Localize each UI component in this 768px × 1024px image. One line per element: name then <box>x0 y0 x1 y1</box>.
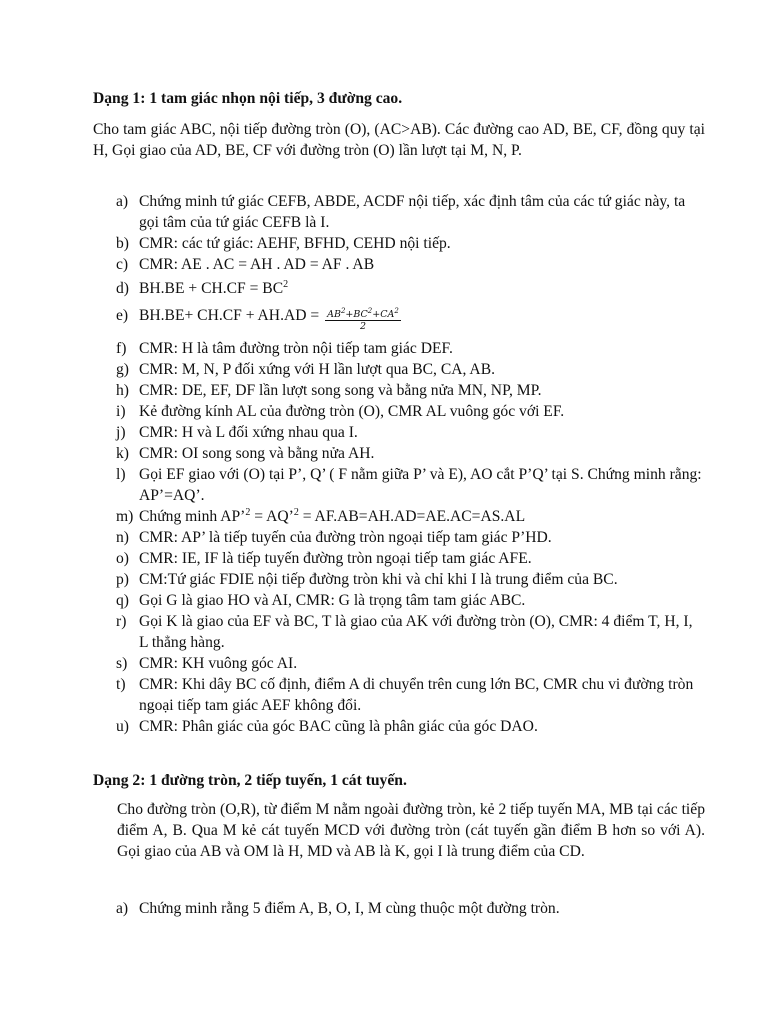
list-item-t: t) CMR: Khi dây BC cố định, điểm A di chuyển trên cung lớn BC, CMR chu vi đường tròn ngoại tiếp tam giác AEF không đổi. <box>116 676 694 714</box>
list-item-o: o) CMR: IE, IF là tiếp tuyến đường tròn ngoại tiếp tam giác AFE. <box>116 550 532 567</box>
section-2-list <box>0 898 768 919</box>
list-item-a: a) Chứng minh rằng 5 điểm A, B, O, I, M cùng thuộc một đường tròn. <box>116 900 560 917</box>
list-item-q: q) Gọi G là giao HO và AI, CMR: G là trọng tâm tam giác ABC. <box>116 592 526 609</box>
section-1-heading: Dạng 1: 1 tam giác nhọn nội tiếp, 3 đường cao. <box>93 90 403 107</box>
section-2-intro: Cho đường tròn (O,R), từ điểm M nằm ngoài đường tròn, kẻ 2 tiếp tuyến MA, MB tại các tiếp điểm A, B. Qua M kẻ cát tuyến MCD với đường tròn (cát tuyến gần điểm B hơn so với A). Gọi giao của AB và OM là H, MD và AB là K, gọi I là trung điểm của CD. <box>117 801 705 860</box>
list-item-l: l) Gọi EF giao với (O) tại P’, Q’ ( F nằm giữa P’ và E), AO cắt P’Q’ tại S. Chứng minh rằng: AP’=AQ’. <box>116 466 702 504</box>
list-item-c: c) CMR: AE . AC = AH . AD = AF . AB <box>116 256 375 273</box>
list-item-r: r) Gọi K là giao của EF và BC, T là giao của AK với đường tròn (O), CMR: 4 điểm T, H, I, L thẳng hàng. <box>116 613 693 651</box>
list-item-e: e) BH.BE+ CH.CF + AH.AD = $\frac{AB^2+BC^2+CA^2}{2}$ <box>116 307 399 332</box>
section-1-intro: Cho tam giác ABC, nội tiếp đường tròn (O), (AC>AB). Các đường cao AD, BE, CF, đồng quy tại H, Gọi giao của AD, BE, CF với đường tròn (O) lần lượt tại M, N, P. <box>93 121 705 159</box>
list-item-g: g) CMR: M, N, P đối xứng với H lần lượt qua BC, CA, AB. <box>116 361 495 378</box>
list-item-h: h) CMR: DE, EF, DF lần lượt song song và bằng nửa MN, NP, MP. <box>116 382 542 399</box>
list-item-b: b) CMR: các tứ giác: AEHF, BFHD, CEHD nội tiếp. <box>116 235 451 252</box>
list-item-p: p) CM:Tứ giác FDIE nội tiếp đường tròn khi và chỉ khi I là trung điểm của BC. <box>116 571 618 588</box>
list-item-u: u) CMR: Phân giác của góc BAC cũng là phân giác của góc DAO. <box>116 718 538 735</box>
section-2-heading: Dạng 2: 1 đường tròn, 2 tiếp tuyến, 1 cát tuyến. <box>93 772 407 789</box>
list-item-n: n) CMR: AP’ là tiếp tuyến của đường tròn ngoại tiếp tam giác P’HD. <box>116 529 552 546</box>
list-item-d: d) $BH.BE + CH.CF = BC^2$ <box>116 279 289 297</box>
list-item-j: j) CMR: H và L đối xứng nhau qua I. <box>116 424 358 441</box>
list-item-s: s) CMR: KH vuông góc AI. <box>116 655 298 672</box>
section-1-list <box>0 191 768 737</box>
list-item-m: m) Chứng minh AP’$^2$ = AQ’$^2$ = AF.AB=AH.AD=AE.AC=AS.AL <box>116 507 526 525</box>
formula-fraction: $\frac{AB^2+BC^2+CA^2}{2}$ <box>327 307 399 332</box>
list-item-k: k) CMR: OI song song và bằng nửa AH. <box>116 445 375 462</box>
list-item-f: f) CMR: H là tâm đường tròn nội tiếp tam giác DEF. <box>116 340 453 357</box>
list-item-a: a) Chứng minh tứ giác CEFB, ABDE, ACDF nội tiếp, xác định tâm của các tứ giác này, ta gọi tâm của tứ giác CEFB là I. <box>116 193 686 231</box>
list-item-i: i) Kẻ đường kính AL của đường tròn (O), CMR AL vuông góc với EF. <box>116 403 565 420</box>
